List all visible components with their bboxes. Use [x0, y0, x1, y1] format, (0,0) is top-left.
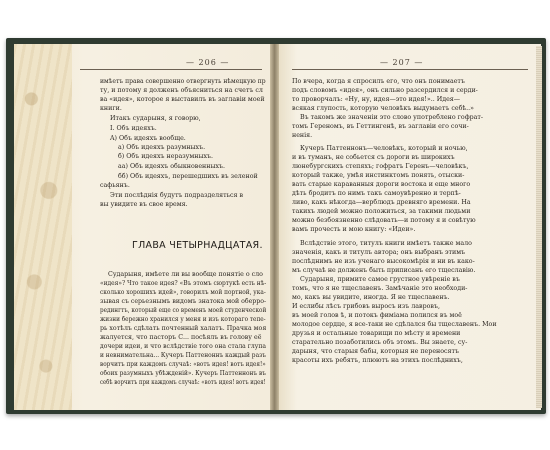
- text-line: старательно позаботились объ этомъ. Вы знаете, су-: [292, 339, 468, 346]
- text-line: томъ, что я не тщеславенъ. Замѣчаніе это необходи-: [292, 285, 468, 292]
- text-line: «идея»? Что такое идея? «Въ этомъ сюртукѣ есть нѣ-: [100, 280, 267, 287]
- text-line: томъ Гереномъ, въ Геттингенѣ, въ заглавіи его сочи-: [292, 123, 469, 130]
- text-line: то проворчалъ: «Ну, ну, идея—это идея!».. Идея—: [292, 96, 461, 103]
- text-line: вы увидите въ свое время.: [100, 201, 188, 208]
- text-line: въ моей голов ѣ, и потокъ фиміама полился въ моё: [292, 312, 462, 319]
- text-line: послѣднимъ не изъ ученаго высокомѣрія и ни въ како-: [292, 258, 475, 265]
- text-line: жизни бережно хранился у меня и изъ котораго тепе-: [100, 316, 266, 323]
- text-line: друзья и остальные товарищи по мѣсту и времени: [292, 330, 461, 337]
- text-line: который также, умѣя инстинктомъ понять, отыски-: [292, 172, 465, 179]
- text-line: можно безбоязненно слѣдовать—и потому я и совѣтую: [292, 217, 476, 224]
- text-line: a) Объ идеяхъ разумныхъ.: [118, 144, 206, 151]
- text-line: Въ такомъ же значеніи это слово употреблено гофрат-: [300, 114, 484, 121]
- text-line: б) Объ идеяхъ неразумныхъ.: [118, 153, 214, 160]
- text-line: обоих разумныхъ убѣжденій». Кучеръ Паттеннонъ въ: [100, 370, 266, 377]
- text-line: дочери идеи, и что вслѣдствіе того она стала глупа: [100, 343, 267, 350]
- text-line: зывая съ серьезнымъ видомъ знатока мой оберро-: [100, 298, 267, 305]
- text-line: ворчитъ при каждомъ случаѣ: «вотъ идея! вотъ идея!»: [100, 361, 266, 368]
- text-line: всякая глупость, которую человѣкъ выдумаетъ себѣ..»: [292, 105, 475, 112]
- text-line: Сударыня, имѣете ли вы вообще понятіе о сло: [108, 271, 263, 278]
- text-line: вать старые караванныя дороги востока и еще много: [292, 181, 471, 188]
- text-line: Итакъ сударыня, я говорю,: [110, 115, 201, 122]
- text-line: дарыня, что старыя бабы, которыя не переносятъ: [292, 348, 460, 355]
- text-line: I. Объ идеяхъ.: [110, 125, 157, 132]
- text-line: значенія, какъ и титулъ автора; онъ выбранъ этимъ: [292, 249, 466, 256]
- text-line: A) Объ идеяхъ вообще.: [110, 135, 186, 142]
- text-line: имѣетъ права совершенно отвергнуть нѣмецкую пр: [100, 78, 266, 85]
- text-line: Эти послѣднія будутъ подразделяться в: [110, 192, 244, 199]
- right-header-rule: [292, 69, 528, 70]
- text-line: себѣ ворчитъ при каждомъ случаѣ: «вотъ идея! вотъ идея!: [100, 379, 266, 386]
- text-line: ту, и потому я долженъ объясниться на счетъ сл: [100, 87, 263, 94]
- text-line: и въ туманъ, не собьется съ дороги въ широкихъ: [292, 154, 455, 161]
- text-line: бб) Объ идеяхъ, перешедшихъ въ зеленой: [118, 173, 258, 180]
- text-line: ва «идея», которое я выставилъ въ заглавіи моей: [100, 96, 265, 103]
- text-line: дѣть бродитъ по нимъ такъ самоувѣренно и терпѣ-: [292, 190, 461, 197]
- text-line: ливо, какъ нѣкогда—верблюдъ древняго времени. На: [292, 199, 471, 206]
- text-line: Вслѣдствіе этого, титулъ книги имѣетъ также мало: [300, 240, 472, 247]
- text-line: ненія.: [292, 132, 313, 139]
- text-line: мо, какъ вы увидите, иногда. Я не тщеславенъ.: [292, 294, 450, 301]
- text-line: люнебургскихъ степяхъ; гофратъ Геренъ—человѣкъ,: [292, 163, 469, 170]
- text-line: Сударыня, примите самое грустное увѣреніе въ: [300, 276, 460, 283]
- book-gutter: [270, 44, 279, 410]
- left-page-number: — 206 —: [186, 58, 230, 67]
- text-line: Кучеръ Паттеннонъ—человѣкъ, который и ночью,: [300, 145, 468, 152]
- text-line: aa) Объ идеяхъ обыкновенныхъ.: [118, 163, 226, 170]
- text-line: По вчера, когда я спросилъ его, что онъ понимаетъ: [292, 78, 465, 85]
- text-line: мъ случаѣ не долженъ быть приписанъ его тщеславію.: [292, 267, 476, 274]
- text-line: редингтъ, который еще со временъ моей студенческой: [100, 307, 267, 314]
- text-line: красоты ихъ ребятъ, плюютъ на этихъ послѣднихъ,: [292, 357, 463, 364]
- text-line: молодое сердце, я все-таки не сдѣлался бы тщеславенъ. Мои: [292, 321, 497, 328]
- text-line: И еслибы лѣсъ грибовъ выросъ изъ лавровъ,: [292, 303, 440, 310]
- text-line: рь хотѣлъ сдѣлать почтенный халатъ. Прачка моя: [100, 325, 267, 332]
- text-line: сафьянъ.: [100, 182, 130, 189]
- page-edges: [536, 46, 542, 408]
- text-line: сколько хорошихъ идей», говорилъ мой портной, ука-: [100, 289, 266, 296]
- right-page-number: — 207 —: [380, 58, 424, 67]
- marbled-endpaper: [14, 44, 72, 410]
- text-line: подъ словомъ «идея», онъ сильно разсердился и серди-: [292, 87, 478, 94]
- left-header-rule: [80, 69, 262, 70]
- text-line: вамъ прочесть и мою книгу: «Идеи».: [292, 226, 416, 233]
- chapter-heading: ГЛАВА ЧЕТЫРНАДЦАТАЯ.: [132, 240, 263, 251]
- text-line: такихъ людей можно положиться, за такими людьми: [292, 208, 471, 215]
- text-line: книги.: [100, 105, 122, 112]
- text-line: и невнимательна... Кучеръ Паттеноннъ каждый разъ: [100, 352, 267, 359]
- text-line: жалуется, что пасторъ С... посѣялъ въ голову её: [100, 334, 262, 341]
